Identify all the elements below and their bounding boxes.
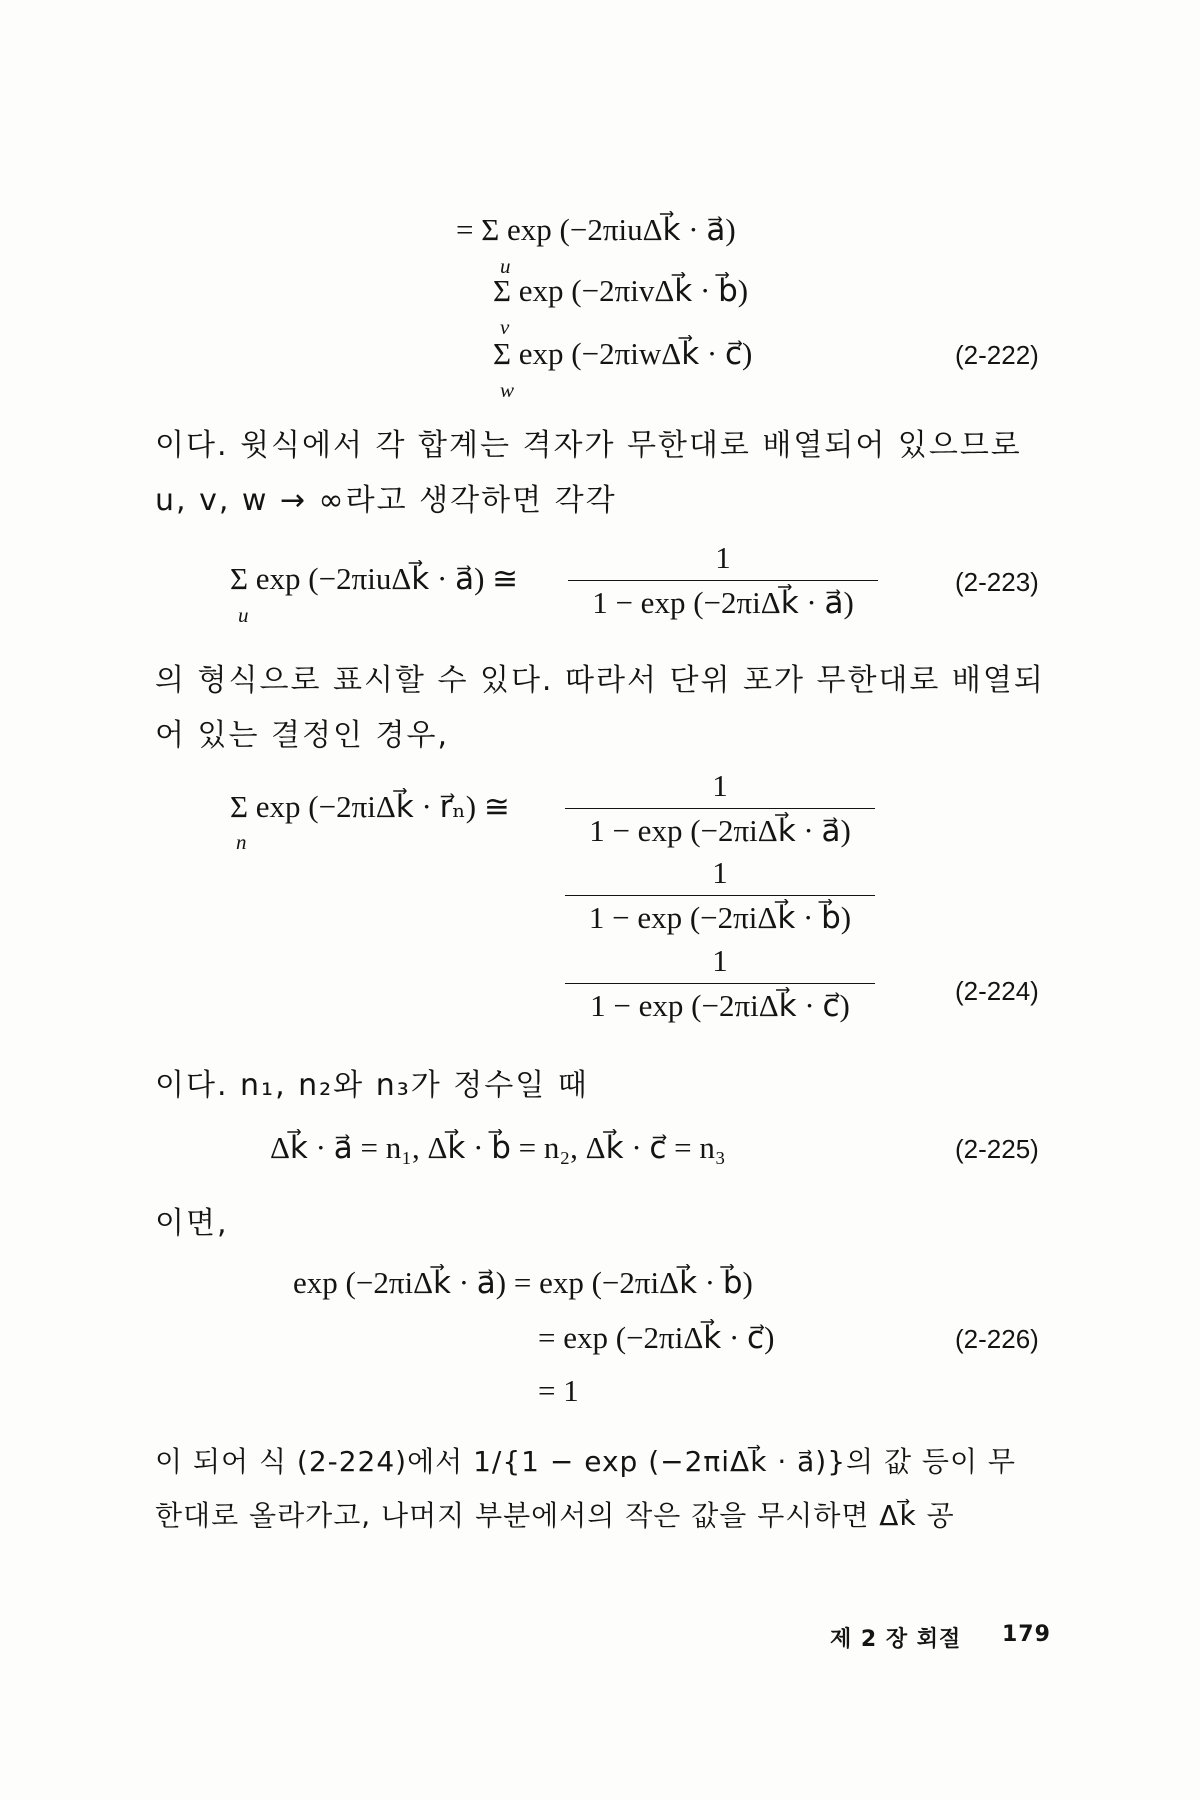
eq-222-line-2-subscript: v	[500, 315, 510, 339]
running-footer-chapter: 제 2 장 회절	[830, 1627, 962, 1652]
eq-223-numerator: 1	[568, 540, 878, 581]
paragraph-2-line-1: 의 형식으로 표시할 수 있다. 따라서 단위 포가 무한대로 배열되	[155, 663, 1045, 698]
paragraph-1-line-2: u, v, w → ∞라고 생각하면 각각	[155, 483, 617, 518]
eq-224-fraction-c	[565, 943, 875, 1024]
eq-224-lhs: Σ exp (−2πiΔk⃗ · r⃗ₙ) ≅	[230, 789, 510, 824]
eq-224-fraction-b	[565, 855, 875, 936]
eq-224-fraction-b-numerator: 1	[565, 855, 875, 896]
eq-222-line-3: Σ exp (−2πiwΔk⃗ · c⃗)	[493, 336, 753, 371]
eq-226-line-3: = 1	[538, 1373, 579, 1408]
eq-223-number: (2-223)	[955, 567, 1039, 597]
eq-226-line-2: = exp (−2πiΔk⃗ · c⃗)	[538, 1320, 775, 1355]
eq-225: Δk⃗ · a⃗ = n₁, Δk⃗ · b⃗ = n₂, Δk⃗ · c⃗ = n₃	[270, 1130, 726, 1165]
eq-226-number: (2-226)	[955, 1324, 1039, 1354]
paragraph-1-line-1: 이다. 윗식에서 각 합계는 격자가 무한대로 배열되어 있으므로	[155, 428, 1022, 463]
eq-225-number: (2-225)	[955, 1134, 1039, 1164]
eq-223-lhs: Σ exp (−2πiuΔk⃗ · a⃗) ≅	[230, 561, 519, 596]
eq-223-fraction	[568, 540, 878, 621]
eq-222-line-1: = Σ exp (−2πiuΔk⃗ · a⃗)	[456, 212, 736, 247]
eq-222-number: (2-222)	[955, 340, 1039, 370]
paragraph-3-line-1: 이다. n₁, n₂와 n₃가 정수일 때	[155, 1068, 589, 1103]
eq-224-fraction-a-denominator: 1 − exp (−2πiΔk⃗ · a⃗)	[589, 813, 851, 848]
eq-224-fraction-a	[565, 768, 875, 849]
paragraph-2-line-2: 어 있는 결정인 경우,	[155, 718, 449, 753]
eq-223-denominator: 1 − exp (−2πiΔk⃗ · a⃗)	[592, 585, 854, 620]
paragraph-5-line-1: 이 되어 식 (2-224)에서 1/{1 − exp (−2πiΔk⃗ · a⃗)}의 값 등이 무	[155, 1445, 1016, 1478]
eq-223-lhs-subscript: u	[238, 603, 249, 627]
eq-224-fraction-c-denominator: 1 − exp (−2πiΔk⃗ · c⃗)	[590, 988, 850, 1023]
eq-224-fraction-a-numerator: 1	[565, 768, 875, 809]
eq-224-number: (2-224)	[955, 976, 1039, 1006]
eq-222-line-2: Σ exp (−2πivΔk⃗ · b⃗)	[493, 273, 749, 308]
eq-224-fraction-c-numerator: 1	[565, 943, 875, 984]
eq-224-lhs-subscript: n	[236, 830, 247, 854]
eq-226-line-1: exp (−2πiΔk⃗ · a⃗) = exp (−2πiΔk⃗ · b⃗)	[293, 1265, 753, 1300]
paragraph-5-line-2: 한대로 올라가고, 나머지 부분에서의 작은 값을 무시하면 Δk⃗ 공	[155, 1499, 955, 1532]
eq-222-line-3-subscript: w	[500, 378, 515, 402]
eq-224-fraction-b-denominator: 1 − exp (−2πiΔk⃗ · b⃗)	[588, 900, 852, 935]
paragraph-4-line-1: 이면,	[155, 1206, 229, 1241]
page-number: 179	[1002, 1622, 1051, 1647]
eq-222-line-1-subscript: u	[500, 254, 511, 278]
